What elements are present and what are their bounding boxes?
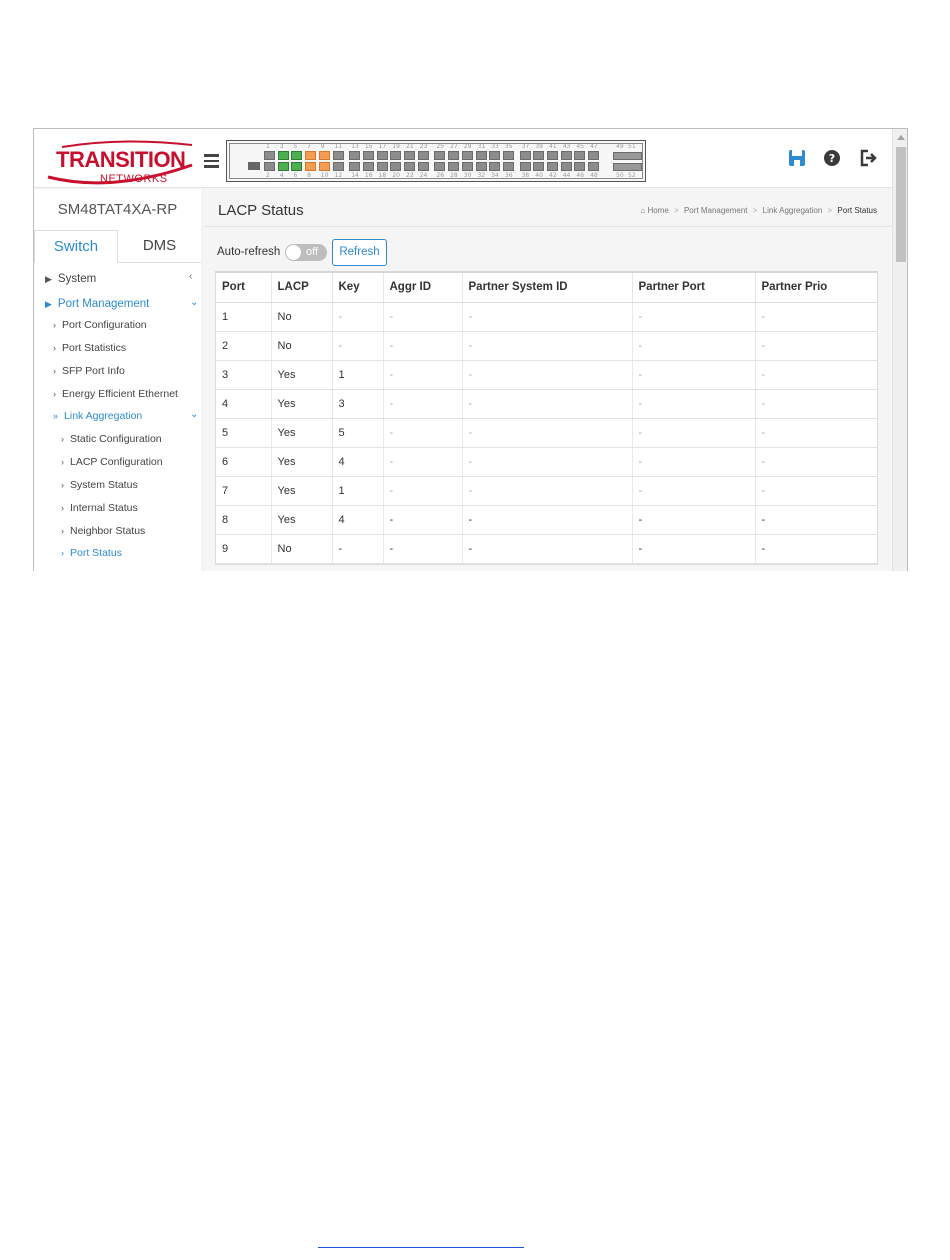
table-cell: Yes [271,360,332,389]
table-cell: Yes [271,505,332,534]
table-cell: - [632,447,755,476]
chevron-down-icon: ⌄ [190,297,199,308]
sidebar-tabs [34,230,201,263]
table-row [216,476,877,505]
sidebar-item-neighbor-status[interactable]: › Neighbor Status [61,525,146,537]
port-number-label: 9 [320,143,325,150]
table-cell: Yes [271,418,332,447]
port-number-label: 10 [320,172,329,179]
port-led[interactable] [574,151,585,160]
port-number-label: 37 [521,143,530,150]
breadcrumb-separator: > [752,206,758,215]
port-led[interactable] [476,151,487,160]
port-led[interactable] [520,162,531,171]
table-row [216,331,877,360]
port-led[interactable] [264,151,275,160]
sidebar-item-port-management[interactable]: ▶ Port Management [45,298,150,310]
table-cell: - [755,476,877,505]
port-number-label: 2 [266,172,270,179]
port-number-label: 20 [392,172,400,179]
sidebar-item-static-configuration[interactable]: › Static Configuration [61,433,162,445]
table-cell: - [383,447,462,476]
sfp-port[interactable] [613,163,642,171]
help-icon[interactable] [823,149,841,167]
table-cell: - [632,331,755,360]
chevron-right-icon: › [53,366,56,376]
port-number-label: 26 [436,172,445,179]
port-led[interactable] [434,151,445,160]
logout-icon[interactable] [859,149,877,167]
sidebar-item-port-statistics[interactable]: › Port Statistics [53,342,127,354]
port-led[interactable] [291,162,302,171]
sidebar-item-system-status[interactable]: › System Status [61,479,138,491]
port-led[interactable] [349,162,360,171]
port-number-label: 5 [293,143,298,150]
port-number-label: 33 [491,143,499,150]
brand-logo[interactable] [42,135,198,189]
port-number-label: 47 [590,143,598,150]
logo-text: TRANSITION [56,147,186,172]
port-led[interactable] [333,162,344,171]
table-cell: 8 [216,505,271,534]
table-cell: No [271,331,332,360]
table-cell: 3 [216,360,271,389]
port-led[interactable] [305,151,316,160]
toggle-state: off [306,246,319,258]
port-number-label: 1 [266,143,270,150]
breadcrumb-separator: > [827,206,833,215]
column-header: Partner Prio [755,273,877,302]
table-cell: 5 [216,418,271,447]
port-number-label: 19 [392,143,400,150]
port-number-label: 34 [491,172,499,179]
port-led[interactable] [349,151,360,160]
port-number-label: 32 [477,172,486,179]
column-header: Partner Port [632,273,755,302]
port-number-label: 43 [562,143,571,150]
port-led[interactable] [319,151,330,160]
chevron-down-icon: ⌄ [190,409,199,420]
table-cell: 7 [216,476,271,505]
main-content [203,189,892,571]
port-led[interactable] [390,151,401,160]
port-led[interactable] [418,162,429,171]
chevron-right-icon: › [53,389,56,399]
port-led[interactable] [377,151,388,160]
port-number-label: 23 [419,143,428,150]
port-number-label: 48 [590,172,598,179]
port-led[interactable] [404,151,415,160]
table-cell: 5 [332,418,383,447]
port-led[interactable] [520,151,531,160]
table-row [216,360,877,389]
port-number-label: 18 [378,172,387,179]
vertical-scrollbar[interactable] [892,129,908,571]
table-cell: - [332,331,383,360]
chevron-right-icon: › [61,457,64,467]
table-cell: 3 [332,389,383,418]
port-number-label: 39 [535,143,543,150]
scroll-thumb[interactable] [896,147,906,262]
column-header: Aggr ID [383,273,462,302]
port-led[interactable] [390,162,401,171]
caret-right-icon: ▶ [45,274,52,284]
table-row [216,447,877,476]
sidebar-item-port-configuration[interactable]: › Port Configuration [53,319,147,331]
lacp-status-table [215,271,878,565]
table-cell: - [632,302,755,331]
port-number-label: 8 [307,172,311,179]
port-number-label: 40 [535,172,543,179]
port-number-label: 27 [450,143,458,150]
port-led[interactable] [547,162,558,171]
table-cell: - [632,505,755,534]
sidebar-item-lacp-configuration[interactable]: › LACP Configuration [61,456,163,468]
table-cell: 4 [332,505,383,534]
table-cell: 4 [332,447,383,476]
breadcrumb-port-management[interactable]: Port Management [683,206,748,215]
table-cell: - [462,389,632,418]
sidebar-item-link-aggregation[interactable]: » Link Aggregation [53,410,143,422]
table-row [216,418,877,447]
port-number-label: 44 [562,172,571,179]
port-led[interactable] [418,151,429,160]
table-cell: - [755,360,877,389]
port-led[interactable] [462,162,473,171]
table-cell: Yes [271,476,332,505]
port-led[interactable] [278,162,289,171]
port-number-label: 29 [463,143,472,150]
sidebar-item-internal-status[interactable]: › Internal Status [61,502,138,514]
chevron-right-icon: › [53,320,56,330]
breadcrumb [640,206,877,215]
table-cell: 1 [216,302,271,331]
chevron-right-icon: › [61,548,64,558]
port-number-label: 49 [616,143,624,150]
port-number-label: 30 [463,172,472,179]
port-led[interactable] [533,151,544,160]
port-number-label: 21 [406,143,414,150]
chevron-right-icon: › [61,503,64,513]
auto-refresh-label: Auto-refresh [217,246,281,258]
port-led[interactable] [377,162,388,171]
home-icon: ⌂ [640,206,646,215]
table-cell: - [383,534,462,563]
table-cell: 9 [216,534,271,563]
port-number-label: 46 [576,172,585,179]
port-led[interactable] [448,151,459,160]
table-cell: - [383,476,462,505]
chevron-right-icon: › [61,526,64,536]
refresh-button[interactable]: Refresh [332,239,387,266]
table-cell: - [462,418,632,447]
port-number-label: 36 [504,172,513,179]
sfp-port[interactable] [613,152,642,160]
port-number-label: 17 [378,143,387,150]
breadcrumb-separator: > [674,206,679,215]
table-cell: No [271,302,332,331]
port-led[interactable] [363,151,374,160]
tab-switch[interactable]: Switch [34,230,118,263]
device-name: SM48TAT4XA-RP [57,201,178,218]
port-number-label: 52 [628,172,636,179]
tab-dms[interactable]: DMS [142,237,177,254]
table-cell: - [632,418,755,447]
sidebar-item-port-status[interactable]: › Port Status [61,547,122,559]
table-cell: 6 [216,447,271,476]
table-cell: Yes [271,389,332,418]
table-cell: 4 [216,389,271,418]
table-cell: 1 [332,360,383,389]
port-number-label: 31 [477,143,486,150]
port-led[interactable] [476,162,487,171]
port-led[interactable] [561,162,572,171]
port-led[interactable] [319,162,330,171]
chevron-left-icon: ‹ [189,271,193,282]
port-led[interactable] [404,162,415,171]
table-cell: - [332,534,383,563]
table-cell: - [462,447,632,476]
port-number-label: 41 [549,143,557,150]
screenshot-frame [33,128,908,571]
sidebar-item-system[interactable]: ▶ System [45,273,97,285]
port-number-label: 25 [436,143,445,150]
port-led[interactable] [363,162,374,171]
hamburger-menu-icon[interactable] [204,154,220,168]
double-chevron-right-icon: » [53,411,59,421]
logo-subtext: NETWORKS [100,173,168,185]
table-cell: - [755,534,877,563]
port-number-label: 12 [334,172,343,179]
title-divider [203,226,892,227]
toggle-knob [286,245,301,260]
chevron-right-icon: › [53,343,56,353]
port-led[interactable] [503,162,514,171]
column-header: LACP [271,273,332,302]
page-title: LACP Status [218,202,304,219]
breadcrumb-current: Port Status [837,206,877,215]
top-header [34,129,892,188]
port-led[interactable] [448,162,459,171]
footer-link-underline[interactable] [318,1247,524,1248]
auto-refresh-toggle[interactable] [285,244,327,261]
port-led[interactable] [489,162,500,171]
port-led[interactable] [547,151,558,160]
sidebar-item-sfp-port-info[interactable]: › SFP Port Info [53,365,125,377]
table-row [216,534,877,563]
port-number-label: 7 [307,143,311,150]
port-led[interactable] [533,162,544,171]
table-cell: - [462,302,632,331]
table-row [216,389,877,418]
port-number-label: 24 [419,172,428,179]
port-led[interactable] [305,162,316,171]
chevron-right-icon: › [61,480,64,490]
table-cell: - [383,331,462,360]
port-number-label: 42 [549,172,557,179]
port-number-label: 28 [450,172,458,179]
column-header: Partner System ID [462,273,632,302]
port-led[interactable] [503,151,514,160]
port-number-label: 51 [628,143,636,150]
table-cell: - [755,447,877,476]
sidebar [34,189,201,571]
table-cell: - [632,360,755,389]
table-cell: - [755,389,877,418]
port-number-label: 22 [406,172,414,179]
table-cell: - [755,302,877,331]
port-number-label: 6 [293,172,298,179]
table-row [216,505,877,534]
table-cell: - [632,476,755,505]
save-icon[interactable] [788,149,806,167]
table-cell: - [462,360,632,389]
breadcrumb-link-aggregation[interactable]: Link Aggregation [762,206,823,215]
table-cell: - [755,418,877,447]
table-cell: - [462,476,632,505]
table-cell: - [755,505,877,534]
table-cell: - [632,534,755,563]
port-led[interactable] [588,151,599,160]
table-cell: No [271,534,332,563]
table-cell: - [462,534,632,563]
port-led[interactable] [264,162,275,171]
table-cell: - [332,302,383,331]
port-number-label: 16 [364,172,373,179]
port-number-label: 3 [279,143,284,150]
table-cell: - [383,418,462,447]
scroll-up-arrow-icon[interactable] [897,135,905,140]
port-number-label: 4 [279,172,284,179]
table-cell: 1 [332,476,383,505]
column-header: Key [332,273,383,302]
chevron-right-icon: › [61,434,64,444]
port-led[interactable] [462,151,473,160]
port-led[interactable] [574,162,585,171]
mgmt-port-icon [248,162,260,170]
port-led[interactable] [588,162,599,171]
table-cell: - [383,360,462,389]
breadcrumb-home[interactable]: Home [647,206,669,215]
port-number-label: 50 [616,172,624,179]
port-led[interactable] [489,151,500,160]
port-status-panel [226,140,646,182]
sidebar-item-energy-efficient-ethernet[interactable]: › Energy Efficient Ethernet [53,388,178,400]
port-number-label: 35 [504,143,513,150]
port-number-label: 11 [334,143,343,150]
caret-right-icon: ▶ [45,299,52,309]
port-led[interactable] [291,151,302,160]
port-number-label: 14 [351,172,359,179]
table-cell: - [383,389,462,418]
column-header: Port [216,273,271,302]
port-led[interactable] [561,151,572,160]
table-cell: - [462,505,632,534]
table-header-row [216,273,877,302]
port-number-label: 45 [576,143,585,150]
table-cell: - [462,331,632,360]
table-cell: 2 [216,331,271,360]
port-number-label: 13 [351,143,359,150]
svg-text:?: ? [828,152,836,165]
port-led[interactable] [434,162,445,171]
port-led[interactable] [278,151,289,160]
table-cell: Yes [271,447,332,476]
table-cell: - [383,505,462,534]
table-cell: - [755,331,877,360]
port-number-label: 38 [521,172,530,179]
table-row [216,302,877,331]
port-number-label: 15 [364,143,373,150]
table-cell: - [383,302,462,331]
port-led[interactable] [333,151,344,160]
table-cell: - [632,389,755,418]
